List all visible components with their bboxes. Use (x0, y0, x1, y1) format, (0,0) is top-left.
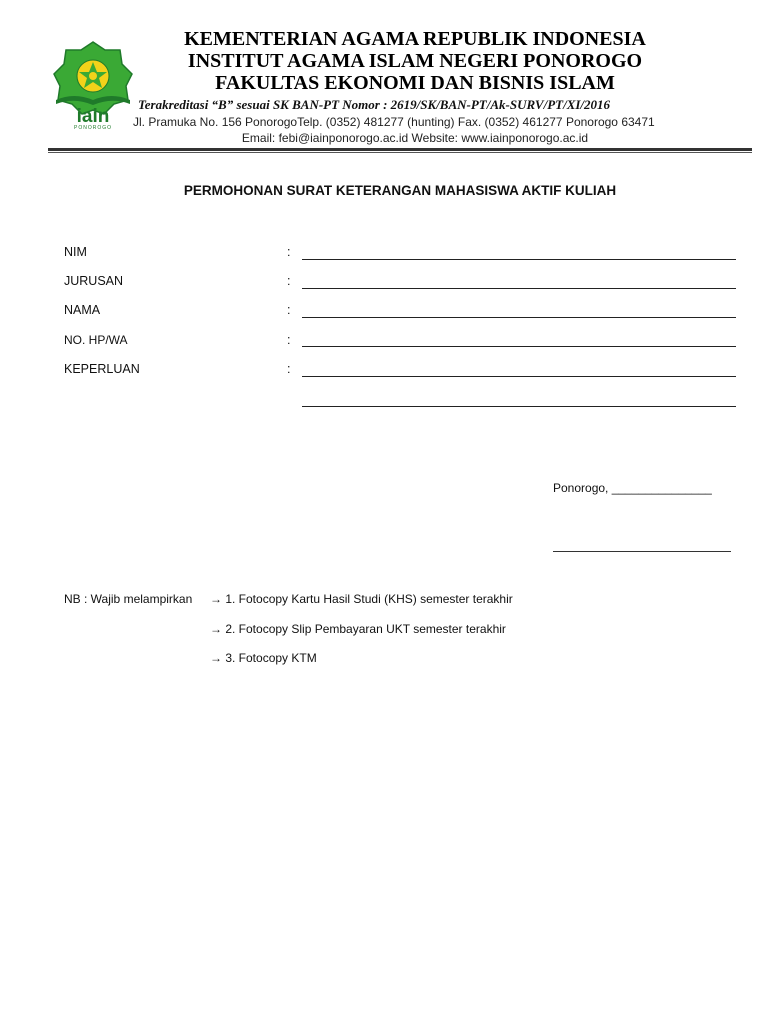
faculty-name: FAKULTAS EKONOMI DAN BISNIS ISLAM (215, 72, 615, 94)
note-item: → 3. Fotocopy KTM (210, 651, 317, 665)
field-label-jurusan: JURUSAN (64, 274, 124, 288)
svg-text:PONOROGO: PONOROGO (73, 125, 113, 130)
address-line: Jl. Pramuka No. 156 PonorogoTelp. (0352) 481277 (hunting) Fax. (0352) 461277 Ponorogo 63471 (133, 115, 655, 129)
nim-input-line[interactable] (302, 259, 736, 260)
field-colon: : (287, 362, 291, 376)
notes-prefix: NB : Wajib melampirkan (64, 592, 193, 606)
accreditation-line: Terakreditasi “B” sesuai SK BAN-PT Nomor : 2619/SK/BAN-PT/Ak-SURV/PT/XI/2016 (138, 97, 611, 112)
header-divider-thin (48, 152, 752, 153)
field-colon: : (287, 303, 291, 317)
form-title: PERMOHONAN SURAT KETERANGAN MAHASISWA AKTIF KULIAH (183, 183, 617, 198)
jurusan-input-line[interactable] (302, 288, 736, 289)
svg-text:iain: iain (76, 106, 110, 127)
note-item: → 1. Fotocopy Kartu Hasil Studi (KHS) semester terakhir (210, 592, 513, 606)
field-colon: : (287, 333, 291, 347)
field-label-keperluan: KEPERLUAN (64, 362, 140, 376)
field-colon: : (287, 245, 291, 259)
field-colon: : (287, 274, 291, 288)
nama-input-line[interactable] (302, 317, 736, 318)
signature-line[interactable] (553, 551, 731, 552)
field-label-nama: NAMA (64, 303, 101, 317)
note-item: → 2. Fotocopy Slip Pembayaran UKT semester terakhir (210, 622, 506, 636)
contact-line: Email: febi@iainponorogo.ac.id Website: www.iainponorogo.ac.id (241, 131, 589, 145)
place-date: Ponorogo, _______________ (553, 481, 712, 495)
header-divider (48, 148, 752, 151)
field-label-nim: NIM (64, 245, 87, 259)
ministry-name: KEMENTERIAN AGAMA REPUBLIK INDONESIA (184, 28, 646, 50)
field-label-phone: NO. HP/WA (64, 333, 128, 347)
keperluan-input-line[interactable] (302, 376, 736, 377)
keperluan-input-line-2[interactable] (302, 406, 736, 407)
institute-name: INSTITUT AGAMA ISLAM NEGERI PONOROGO (187, 50, 643, 72)
phone-input-line[interactable] (302, 346, 736, 347)
